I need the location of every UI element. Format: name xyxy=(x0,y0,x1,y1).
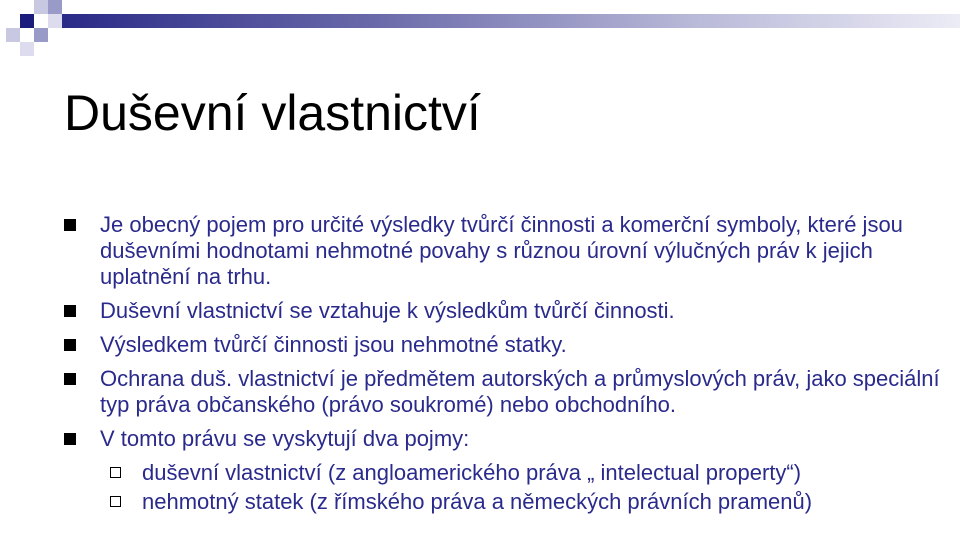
slide-content xyxy=(64,212,944,518)
hollow-square-bullet-icon xyxy=(110,496,121,507)
bullet-item xyxy=(64,298,944,324)
decor-square xyxy=(48,14,62,28)
bullet-text: Výsledkem tvůrčí činnosti jsou nehmotné statky. xyxy=(100,332,567,357)
bullet-text: V tomto právu se vyskytují dva pojmy: xyxy=(100,426,470,451)
bullet-item xyxy=(64,212,944,290)
bullet-text: Ochrana duš. vlastnictví je předmětem autorských a průmyslových práv, jako speciální typ práva občanského (právo soukromé) nebo obchodního. xyxy=(100,366,940,417)
sub-bullet-text: nehmotný statek (z římského práva a německých právních pramenů) xyxy=(142,489,813,514)
square-bullet-icon xyxy=(64,373,76,385)
header-gradient-bar xyxy=(62,14,960,28)
bullet-item xyxy=(64,332,944,358)
bullet-item xyxy=(64,426,944,452)
square-bullet-icon xyxy=(64,305,76,317)
bullet-item xyxy=(64,366,944,418)
decor-square xyxy=(20,42,34,56)
decor-square xyxy=(20,14,34,28)
square-bullet-icon xyxy=(64,219,76,231)
hollow-square-bullet-icon xyxy=(110,467,121,478)
decor-square xyxy=(34,28,48,42)
decor-square xyxy=(48,0,62,14)
slide-title: Duševní vlastnictví xyxy=(64,85,481,141)
bullet-text: Je obecný pojem pro určité výsledky tvůrčí činnosti a komerční symboly, které jsou duševními hodnotami nehmotné povahy s různou úrovní výlučných práv k jejich uplatnění na trhu. xyxy=(100,212,903,289)
sub-bullet-item xyxy=(64,489,944,515)
sub-bullet-item xyxy=(64,460,944,486)
bullet-text: Duševní vlastnictví se vztahuje k výsledkům tvůrčí činnosti. xyxy=(100,298,675,323)
square-bullet-icon xyxy=(64,433,76,445)
sub-bullet-text: duševní vlastnictví (z angloamerického práva „ intelectual property“) xyxy=(142,460,802,485)
decor-square xyxy=(34,0,48,14)
square-bullet-icon xyxy=(64,339,76,351)
header-decoration xyxy=(0,0,960,70)
decor-square xyxy=(6,28,20,42)
